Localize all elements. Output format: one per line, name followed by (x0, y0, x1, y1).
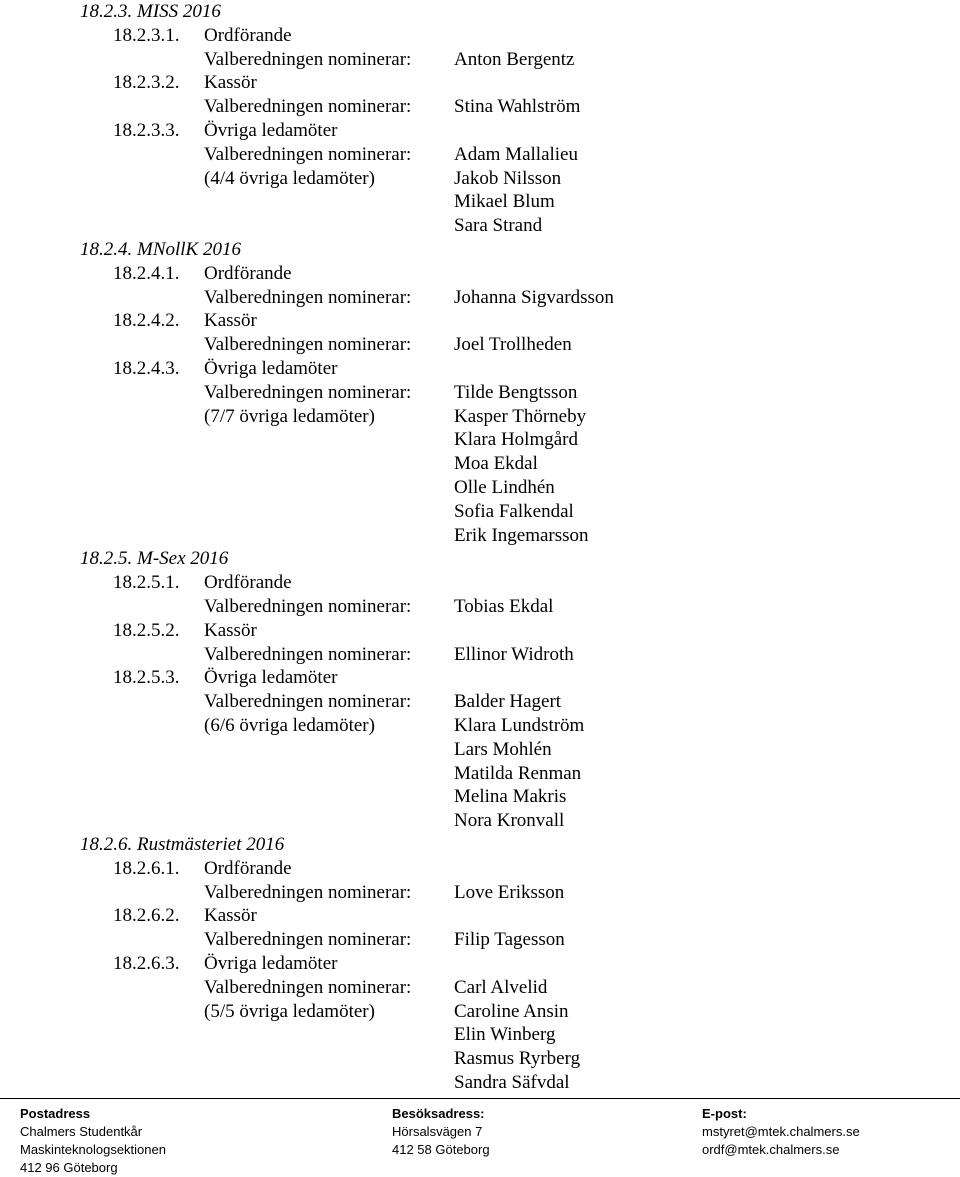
nominee-name: Klara Holmgård (454, 429, 578, 451)
nominee-name: Klara Lundström (454, 715, 585, 736)
role-number: 18.2.5.2. (113, 619, 180, 641)
nominee-name: Caroline Ansin (454, 1000, 569, 1022)
role-title: Ordförande (204, 24, 292, 46)
nominee-name: Matilda Renman (454, 762, 582, 784)
nominee-name: Lars Mohlén (454, 738, 552, 760)
nominerar-label: Valberedningen nominerar: (204, 881, 412, 903)
role-number: 18.2.6.2. (113, 905, 180, 927)
nominee-name: Mikael Blum (454, 191, 555, 213)
seat-count-note: (5/5 övriga ledamöter) (204, 1000, 375, 1022)
nominee-name: Nora Kronvall (454, 810, 565, 832)
role-title: Övriga ledamöter (204, 667, 338, 689)
role-title: Ordförande (204, 262, 292, 284)
footer-postadress-line: 412 96 Göteborg (20, 1160, 118, 1175)
nominerar-label: Valberedningen nominerar: (204, 691, 412, 713)
role-number: 18.2.3.3. (113, 120, 180, 141)
footer-postadress-line: Chalmers Studentkår (20, 1124, 143, 1139)
section-title: 18.2.3. MISS 2016 (80, 1, 221, 22)
nominee-name: Tobias Ekdal (454, 596, 554, 617)
nominee-name: Sara Strand (454, 215, 543, 237)
nominee-name: Joel Trollheden (454, 334, 572, 356)
seat-count-note: (6/6 övriga ledamöter) (204, 715, 375, 736)
nominee-name: Ellinor Widroth (454, 643, 574, 665)
nominerar-label: Valberedningen nominerar: (204, 48, 412, 70)
section-title: 18.2.6. Rustmästeriet 2016 (80, 834, 285, 855)
footer-epost-heading: E-post: (702, 1106, 747, 1121)
role-title: Kassör (204, 72, 257, 94)
role-title: Övriga ledamöter (204, 953, 338, 974)
role-title: Kassör (204, 619, 257, 641)
nominerar-label: Valberedningen nominerar: (204, 143, 412, 165)
role-number: 18.2.4.2. (113, 310, 180, 332)
seat-count-note: (7/7 övriga ledamöter) (204, 405, 375, 427)
nominerar-label: Valberedningen nominerar: (204, 286, 412, 308)
nominee-name: Tilde Bengtsson (454, 381, 578, 403)
role-title: Kassör (204, 905, 257, 927)
role-number: 18.2.5.1. (113, 572, 180, 594)
nominee-name: Elin Winberg (454, 1024, 556, 1046)
nominee-name: Stina Wahlström (454, 96, 581, 118)
nominee-name: Carl Alvelid (454, 976, 548, 998)
footer-besoksadress (392, 1105, 490, 1159)
role-number: 18.2.4.1. (113, 262, 180, 284)
section-title: 18.2.4. MNollK 2016 (80, 239, 241, 260)
footer-postadress-heading: Postadress (20, 1106, 91, 1121)
nominerar-label: Valberedningen nominerar: (204, 643, 412, 665)
nominee-name: Kasper Thörneby (454, 405, 587, 427)
footer-besoksadress-line: Hörsalsvägen 7 (392, 1124, 483, 1139)
nominee-name: Balder Hagert (454, 691, 562, 713)
letter-footer (0, 1098, 960, 1176)
role-title: Ordförande (204, 572, 292, 594)
nominerar-label: Valberedningen nominerar: (204, 334, 412, 356)
nominee-name: Melina Makris (454, 786, 567, 808)
role-title: Övriga ledamöter (204, 358, 338, 379)
nominerar-label: Valberedningen nominerar: (204, 976, 412, 998)
footer-epost-line: ordf@mtek.chalmers.se (702, 1142, 840, 1157)
footer-besoksadress-heading: Besöksadress: (392, 1106, 485, 1121)
footer-postadress (20, 1105, 166, 1177)
nominee-name: Moa Ekdal (454, 453, 538, 475)
role-number: 18.2.3.1. (113, 24, 180, 46)
section-title: 18.2.5. M-Sex 2016 (80, 548, 229, 570)
nominee-name: Jakob Nilsson (454, 167, 562, 189)
nominee-name: Filip Tagesson (454, 929, 565, 951)
nominee-name: Anton Bergentz (454, 48, 575, 70)
nominee-name: Adam Mallalieu (454, 143, 578, 165)
footer-epost-line: mstyret@mtek.chalmers.se (702, 1124, 860, 1139)
nominerar-label: Valberedningen nominerar: (204, 929, 412, 951)
role-title: Kassör (204, 310, 257, 332)
nominee-name: Olle Lindhén (454, 477, 555, 498)
role-number: 18.2.4.3. (113, 358, 180, 379)
role-number: 18.2.3.2. (113, 72, 180, 94)
role-title: Övriga ledamöter (204, 120, 338, 141)
nominee-name: Erik Ingemarsson (454, 524, 589, 546)
seat-count-note: (4/4 övriga ledamöter) (204, 167, 375, 189)
nominee-name: Johanna Sigvardsson (454, 286, 614, 308)
role-title: Ordförande (204, 857, 292, 879)
nominerar-label: Valberedningen nominerar: (204, 381, 412, 403)
role-number: 18.2.6.3. (113, 953, 180, 974)
footer-postadress-line: Maskinteknologsektionen (20, 1142, 166, 1157)
role-number: 18.2.6.1. (113, 857, 180, 879)
role-number: 18.2.5.3. (113, 667, 180, 689)
footer-besoksadress-line: 412 58 Göteborg (392, 1142, 490, 1157)
nominee-name: Sandra Säfvdal (454, 1072, 570, 1093)
nominerar-label: Valberedningen nominerar: (204, 96, 412, 118)
nominerar-label: Valberedningen nominerar: (204, 596, 412, 617)
nominee-name: Sofia Falkendal (454, 500, 574, 522)
nominee-name: Love Eriksson (454, 881, 565, 903)
footer-epost (702, 1105, 860, 1159)
nominee-name: Rasmus Ryrberg (454, 1048, 581, 1070)
